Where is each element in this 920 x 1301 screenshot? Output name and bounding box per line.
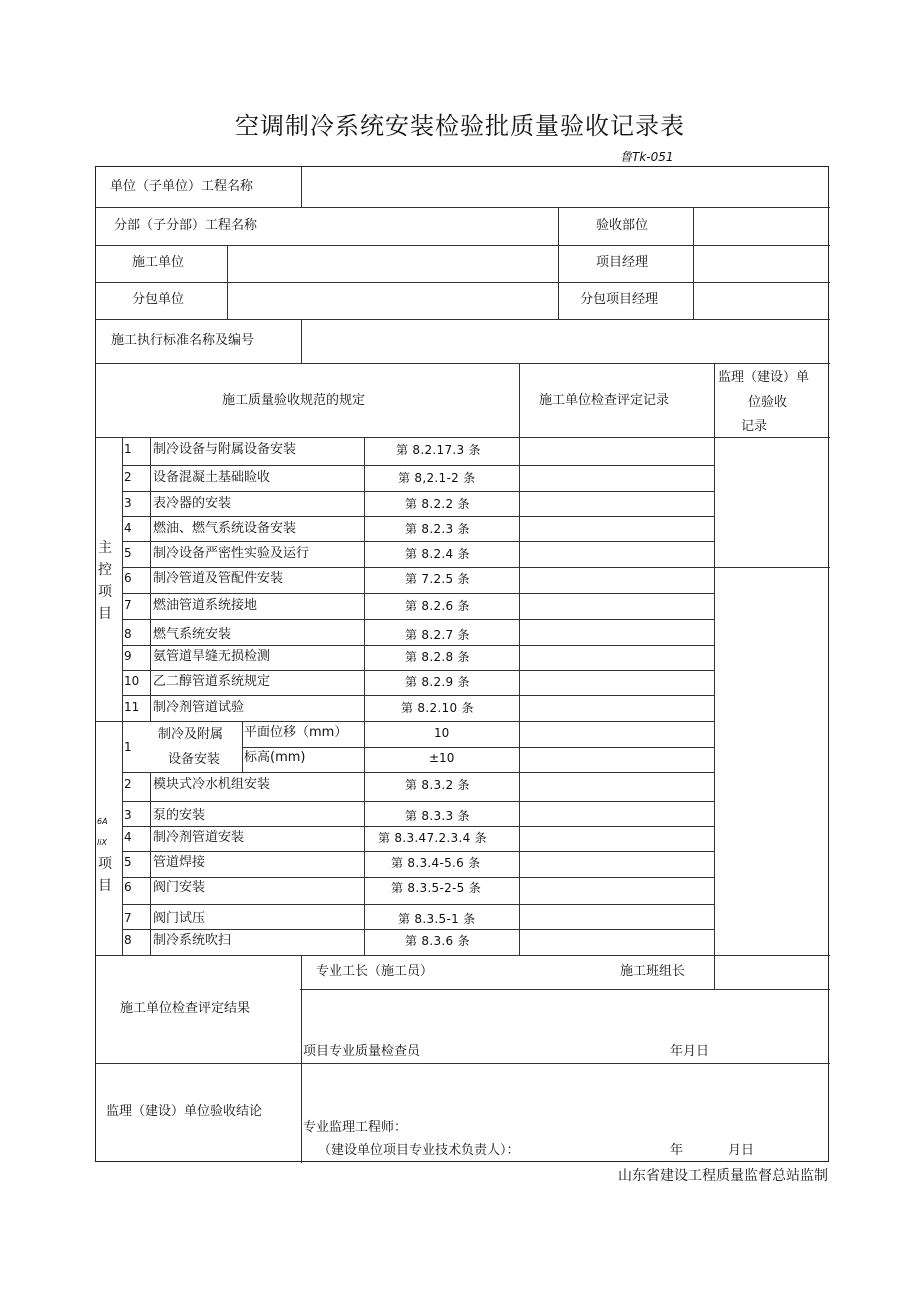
- main-label-char: 项: [98, 584, 112, 600]
- item-clause: 第 8.3.5-2-5 条: [391, 881, 481, 895]
- sub-item-value: ±10: [429, 751, 455, 765]
- row-number: 2: [124, 777, 132, 791]
- row-number: 6: [124, 571, 132, 585]
- row-number: 3: [124, 808, 132, 822]
- acceptance-form: [95, 166, 829, 1162]
- foreman-label: 专业工长（施工员）: [316, 964, 434, 979]
- subcontract-manager-label: 分包项目经理: [580, 292, 659, 307]
- general-items-label: [97, 853, 113, 897]
- project-manager-label: 项目经理: [596, 255, 649, 270]
- item-name: 制冷设备与附属设备安装: [153, 442, 297, 457]
- item-name: 泵的安装: [153, 808, 206, 823]
- item-clause: 第 8.3.47.2.3.4 条: [378, 831, 487, 845]
- subcontract-unit-label: 分包单位: [132, 292, 185, 307]
- sub-item-label: 平面位移（mm）: [244, 725, 348, 740]
- unit-project-label: 单位（子单位）工程名称: [110, 179, 254, 194]
- form-title: 空调制冷系统安装检验批质量验收记录表: [235, 112, 685, 140]
- supervision-conclusion-label: 监理（建设）单位验收结论: [106, 1104, 263, 1119]
- item-name: 燃油管道系统接地: [153, 598, 258, 613]
- row-number: 11: [124, 700, 140, 714]
- supervision-column-header-line3: 记录: [741, 419, 768, 434]
- item-clause: 第 8.2.4 条: [405, 547, 470, 561]
- construction-result-label: 施工单位检查评定结果: [120, 1001, 251, 1016]
- item-clause: 第 8.3.3 条: [405, 809, 470, 823]
- item-name-line1: 制冷及附属: [158, 727, 224, 742]
- general-label-fragment: 6A: [97, 817, 108, 826]
- item-name: 表冷器的安装: [153, 496, 232, 511]
- general-label-char: 项: [98, 856, 112, 872]
- main-label-char: 控: [98, 562, 112, 578]
- general-label-char: 目: [98, 878, 112, 894]
- quality-inspector-label: 项目专业质量检查员: [303, 1044, 421, 1059]
- row-number: 8: [124, 627, 132, 641]
- item-clause: 第 8.2.7 条: [405, 628, 470, 642]
- standard-label: 施工执行标准名称及编号: [111, 333, 255, 348]
- footer-issuer: 山东省建设工程质量监督总站监制: [618, 1168, 828, 1184]
- item-name: 乙二醇管道系统规定: [153, 674, 271, 689]
- main-label-char: 目: [98, 606, 112, 622]
- construction-unit-label: 施工单位: [132, 255, 185, 270]
- item-name: 氨管道旱缝无损检测: [153, 649, 271, 664]
- item-name: 制冷系统吹扫: [153, 933, 232, 948]
- row-number: 8: [124, 933, 132, 947]
- row-number: 1: [124, 740, 132, 754]
- item-clause: 第 8.2.10 条: [401, 701, 474, 715]
- row-number: 1: [124, 442, 132, 456]
- sub-item-value: 10: [434, 726, 450, 740]
- team-leader-label: 施工班组长: [620, 964, 686, 979]
- item-name-line2: 设备安装: [168, 752, 221, 767]
- row-number: 6: [124, 880, 132, 894]
- row-number: 4: [124, 521, 132, 535]
- item-name: 燃油、燃气系统设备安装: [153, 521, 297, 536]
- main-label-char: 主: [98, 540, 112, 556]
- item-name: 管道焊接: [153, 855, 206, 870]
- item-clause: 第 8.3.2 条: [405, 778, 470, 792]
- supervision-column-header-line1: 监理（建设）单: [718, 370, 810, 385]
- acceptance-part-label: 验收部位: [596, 218, 649, 233]
- sub-project-label: 分部（子分部）工程名称: [114, 218, 258, 233]
- row-number: 4: [124, 830, 132, 844]
- item-clause: 第 8.2.6 条: [405, 599, 470, 613]
- item-clause: 第 8.2.17.3 条: [396, 443, 481, 457]
- row-number: 10: [124, 674, 140, 688]
- supervision-engineer-label: 专业监理工程师：: [303, 1120, 408, 1135]
- result-date-label: 年月日: [670, 1044, 710, 1059]
- item-clause: 第 8.3.6 条: [405, 934, 470, 948]
- item-clause: 第 8.3.5-1 条: [398, 912, 476, 926]
- conclusion-month-day-label: 月日: [728, 1143, 755, 1158]
- supervision-column-header-line2: 位验收: [748, 395, 788, 410]
- item-clause: 第 8.2.2 条: [405, 497, 470, 511]
- item-clause: 第 8.2.9 条: [405, 675, 470, 689]
- item-name: 制冷管道及管配件安装: [153, 571, 284, 586]
- item-name: 模块式冷水机组安装: [153, 777, 271, 792]
- row-number: 7: [124, 598, 132, 612]
- item-clause: 第 8.3.4-5.6 条: [391, 856, 481, 870]
- sub-item-label: 标高(mm): [244, 750, 306, 765]
- main-items-label: [97, 537, 113, 625]
- row-number: 9: [124, 649, 132, 663]
- item-name: 制冷剂管道安装: [153, 830, 245, 845]
- row-number: 5: [124, 855, 132, 869]
- row-number: 2: [124, 470, 132, 484]
- row-number: 5: [124, 546, 132, 560]
- general-label-fragment: liX: [97, 838, 107, 847]
- item-name: 制冷剂管道试验: [153, 700, 245, 715]
- item-name: 阀门安装: [153, 880, 206, 895]
- owner-representative-label: （建设单位项目专业技术负责人）：: [318, 1143, 520, 1158]
- check-record-column-header: 施工单位检查评定记录: [539, 393, 670, 408]
- item-clause: 第 8.2.8 条: [405, 650, 470, 664]
- item-name: 设备混凝土基础睑收: [153, 470, 271, 485]
- row-number: 7: [124, 911, 132, 925]
- form-code: 鲁Tk-051: [620, 150, 674, 164]
- row-number: 3: [124, 496, 132, 510]
- item-name: 阀门试压: [153, 911, 206, 926]
- item-clause: 第 8.2.3 条: [405, 522, 470, 536]
- item-clause: 第 8,2.1-2 条: [398, 471, 476, 485]
- conclusion-year-label: 年: [670, 1143, 684, 1158]
- spec-column-header: 施工质量验收规范的规定: [222, 393, 366, 408]
- item-name: 燃气系统安装: [153, 627, 232, 642]
- item-name: 制冷设备严密性实验及运行: [153, 546, 310, 561]
- item-clause: 第 7.2.5 条: [405, 572, 470, 586]
